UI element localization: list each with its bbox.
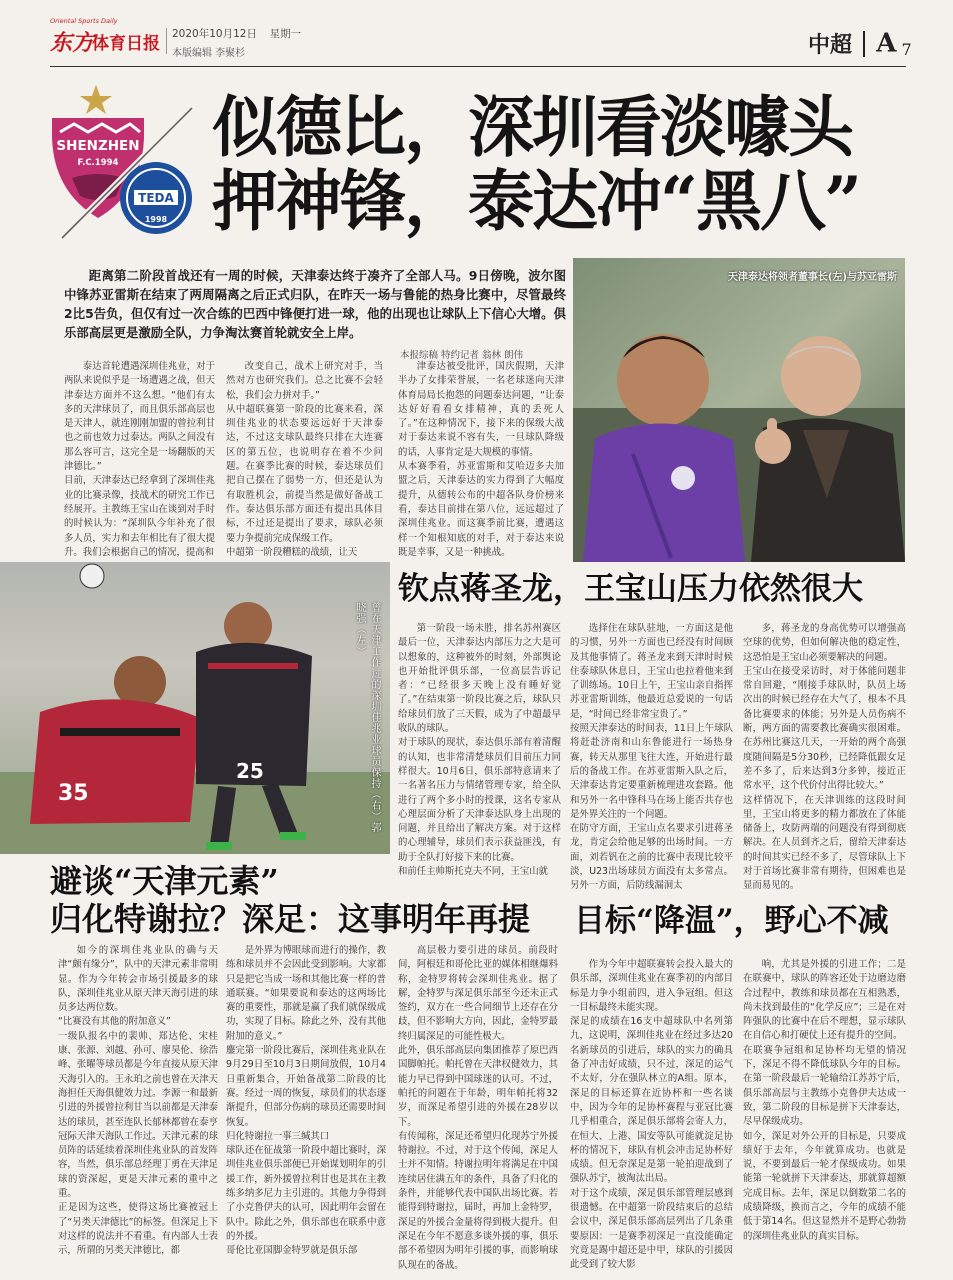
headline-line2: 押神锋，泰达冲“黑八” (212, 162, 860, 240)
sec3-title-line1: 避谈“天津元素” (50, 862, 279, 900)
photo-match-header (0, 562, 390, 854)
photo-top-caption: 天津泰达将领者董事长(左)与苏亚雷斯 (727, 272, 897, 283)
section-name: 中超 (808, 32, 853, 58)
sec3-column-2 (226, 944, 386, 1260)
sec1-col3-text: 津泰达被受批评，国庆假期，天津半办了女排荣誉展，一名老球迷向天津体育局局长抱怨的问题泰达问题，“让泰达好好看看女排精神，真的丢死人了。”在这种情况下，接下来的保级大战对于泰达来说不容有失，一旦球队降级的话，人事肯定是大规模的事情。 从本赛季看，苏亚雷斯和艾哈迈多夫加盟之后，天津泰达的实力得到了大幅度提升，从德转公布的中超各队身价榜来看，泰达目前排在第八位，远远超过了深圳佳兆业。而这赛季前比赛，遭遇这样一个知根知底的对手，对于泰达来说既是幸事，又是一种挑战。 (398, 361, 564, 558)
masthead-rule (50, 66, 906, 67)
svg-text:25: 25 (236, 759, 264, 783)
masthead-date-line (172, 26, 301, 41)
lead-byline: 本报综稿 特约记者 翁林 朗伟 (400, 350, 524, 361)
photo-match-caption: 曾在天津工作过的深圳佳兆业球员保持（右）郭晓强（左） (354, 602, 380, 833)
page-letter: A (876, 28, 897, 59)
photo-teda-graphic (573, 258, 905, 562)
logo-en: Oriental Sports Daily (50, 17, 118, 25)
sec1-column-3 (398, 360, 564, 558)
sec2-col1-text: 第一阶段一场未胜，排名苏州赛区最后一位，天津泰达内部压力之大是可以想象的，这种被外的时刻，外部舆论也开始批评俱乐部，一位高层告诉记者：“已经很多天晚上没有睡好觉了。”在结束第一阶段比赛之后，球队只给球员们放了三天假，成为了中超最早收队的球队。 对于球队的现状，泰达俱乐部有着清醒的认知，也非常清楚球员们目前压力同样很大。10月6日，俱乐部特意请来了一名著名压力与情绪管理专家，给全队进行了两个多小时的授课，这名专家从心理层面分析了天津泰达队身上出现的问题，并且给出了解决方案。对于这样的心理辅导，球员们表示获益匪浅，有助于全队打好接下来的比赛。 和前任主帅斯托克夫不同，王宝山就 (398, 623, 561, 878)
photo-teda-chairman-suarez (573, 258, 905, 562)
sec3-col2-text: 是外界为博眼球而进行的操作，教练和球员并不会因此受到影响。大家都只是把它当成一场和其他比赛一样的普通联赛。“如果要说和泰达的这两场比赛的重要性，那就是赢了我们就保级成功，实现了目标。除此之外，没有其他附加的意义。” 鏖完第一阶段比赛后，深圳佳兆业队在9月29日至10月3日期间放假，10月4日重新集合，开始备战第二阶段的比赛。经过一周的恢复，球员们的状态逐渐提升，但部分伤病的球员还需要时间恢复。 归化特谢拉一事三缄其口 球队还在征战第一阶段中超比赛时，深圳佳兆业俱乐部便已开始谋划明年的引援工作，新外援曾拉利甘也是其在主教练多纳多尼力主引进的。其他力争得到了小克鲁伊夫的认可，因此明年会留在队中。除此之外，俱乐部也在联系中意的外援。 哥伦比亚国脚金特罗就是俱乐部 (226, 945, 386, 1257)
page-number: 7 (901, 40, 912, 59)
masthead-date: 2020年10月12日 (172, 28, 257, 40)
sec1-col1-text: 泰达首轮遭遇深圳佳兆业，对于两队来说似乎是一场遭遇之战，但天津泰达方面并不这么想。“他们有太多的天津球员了，而且俱乐部高层也是天津人，就连刚刚加盟的曾拉利甘也之前也效力过泰达。两队之间没有那么容可言，这完全是一场翻版的天津德比。” 目前，天津泰达已经拿到了深圳佳兆业的比赛录像，技战术的研究工作已经展开。主教练王宝山在谈到对手时的时候认为：“深圳队今年补充了很多人员，实力和去年相比有了很大提升。我们会根据自己的情况，提高和 (64, 361, 215, 558)
club-crests-graphic (44, 80, 194, 245)
teda-crest-year: 1998 (144, 215, 168, 224)
masthead-divider (166, 28, 167, 54)
masthead-weekday: 星期一 (269, 28, 302, 40)
sec2-column-3 (743, 622, 906, 892)
sec4-col2-text: 响，尤其是外援的引进工作；二是在联赛中，球队的阵容还处于边磨边磨合过程中，教练和球员都在互相熟悉，尚未找到最佳的“化学反应”；三是在对阵强队的比赛中在后不理想，显示球队在自信心和打硬仗上还有提升的空间。 在联赛争冠组和足协杯均无望的情况下，深足不得不降低球队今年的目标。在第一阶段最后一轮输给江苏苏宁后，俱乐部高层与主教练小克鲁伊夫达成一致，第二阶段的目标是拼下天津泰达，尽早保级成功。 如今，深足对外公开的目标是，只要成绩好于去年，今年就算成功。也就是说，不要到最后一轮才保级成功。如果能第一轮就拼下天津泰达，那就算超额完成目标。去年，深足以倒数第二名的成绩降级，换而言之，今年的成绩不能低于第14名。但这显然并不是野心勃勃的深圳佳兆业队的真实目标。 (743, 959, 906, 1242)
sec1-col2-text: 改变自己，战术上研究对手，当然对方也研究我们。总之比赛不会轻松，我们会力拼对手。” 从中超联赛第一阶段的比赛来看，深圳佳兆业的状态要远远好于天津泰达，不过这支球队最终只排在大连赛区的第五位，也说明存在着不少问题。在赛季比赛的时候，泰达球员们把自己摆在了弱势一方，但还是认为有取胜机会，前提当然是做好备战工作。泰达俱乐部方面还有提出具体目标，不过还是提出了要求，球队必须要力争提前完成保级工作。 中超第一阶段糟糕的战绩，让天 (226, 361, 383, 558)
sec3-column-3 (398, 944, 558, 1271)
masthead-logo (50, 17, 162, 60)
section-label (808, 28, 912, 62)
sec1-column-2 (226, 360, 383, 558)
sec4-column-2 (743, 958, 906, 1260)
sec2-col2-text: 选择住在球队驻地，一方面这是他的习惯，另外一方面也已经没有时间顾及其他事情了。蒋圣龙来到天津时时候住泰球队休息日，王宝山也拉着他来到了训练场。10日上午，王宝山亲自指挥苏亚雷斯训练，他最近总爱说的一句话是，“时间已经非常宝贵了。” 按照天津泰达的时间表，11日上午球队将赶赴济南和山东鲁能进行一场热身赛，转天从那里飞往大连，开始进行最后的备战工作。在苏亚雷斯入队之后，天津泰达肯定要重新梳理进攻套路。他和另外一名中锋科马在场上能否共存也是外界关注的一个问题。 在防守方面，王宝山点名要求引进蒋圣龙，肯定会给他足够的出场时间。一方面，刘若钒在之前的比赛中表现比较平淡，U23出场球员方面没有太多常点。另外一方面，后防线漏洞太 (570, 623, 733, 892)
sec3-title-line2: 归化特谢拉？深足：这事明年再提 (50, 900, 531, 938)
svg-text:35: 35 (58, 781, 89, 806)
logo-name: 体育日报 (92, 34, 160, 54)
shenzhen-crest-text: SHENZHEN (56, 138, 140, 154)
sec3-column-1 (58, 944, 218, 1260)
headline (212, 90, 912, 238)
star-icon (80, 85, 112, 114)
logo-brand: 东方 (50, 30, 95, 56)
masthead-editor: 本版编辑 李聚杉 (172, 48, 246, 59)
sec3-col1-text: 如今的深圳佳兆业队的确与天津“颇有缘分”，队中的天津元素非常明显。作为今年转会市场引援最多的球队，深圳佳兆业从原天津天海引进的球员多达两位数。 “比赛没有其他的附加意义” 一级队报名中的裴帅、郑达伦、宋桂康、张源、刘越、孙可、廖昊伦、徐浩峰、张曜等球员都是今年直接从原天津天海引入的。王永珀之前也曾在天津天海担任天海俱健效力过。李源一和最新引进的外援曾拉利甘当以前都是天津泰达的球员，甚至连队长郁林都曾在泰亨冠际天津天海队工作过。天津元素的球员阵的话延续着深圳佳兆业队的首发阵容，当然，俱乐部总经理丁勇在天津足球的资深起，更是天津元素的重中之重。 正是因为这些，使得这场比赛被冠上了“另类天津德比”的标签。但深足上下对这样的说法并不看重。有内部人士表示，所谓的另类天津德比，都 (58, 945, 218, 1257)
headline-line1: 似德比，深圳看淡噱头 (212, 88, 852, 166)
teda-crest-text: TEDA (138, 191, 174, 205)
sec4-column-1 (570, 958, 733, 1271)
sec2-col3-text: 多，蒋圣龙的身高优势可以增强高空球的优势，但如何解决他的稳定性，这恐怕是王宝山必须要解决的问题。 王宝山在接受采访时，对于体能问题非常自回避，“刚接手球队时，队员上场次出的时候已经存在大气了，根本不具备比赛要求的体能；另外是人员伤病不断，两方面的需要教比赛确实很困难。在苏州比赛这几天，一开始的两个高强度随间隔是5分30秒，已经降低跟女足差不多了，后来达到3分多钟，接近正常水平，这个代价付出得比较大。” 这样情况下，在天津训练的这段时间里，王宝山将更多的精力都放在了体能储备上，攻防两端的问题没有得到彻底解决。在人员到齐之后，留给天津泰达的时间其实已经不多了，尽管球队上下对于首场比赛非常有期待，但困难也是显而易见的。 (743, 623, 906, 892)
sec1-column-1 (64, 360, 215, 558)
sec2-title: 钦点蒋圣龙，王宝山压力依然很大 (398, 571, 863, 607)
lead-paragraph: 距离第二阶段首战还有一周的时候，天津泰达终于凑齐了全部人马。9日傍晚，波尔图中锋苏亚雷斯在结束了两周隔离之后正式归队，在昨天一场与鲁能的热身比赛中，尽管最终2比5告负，但仅有过一次合练的巴西中锋便打进一球，他的出现也让球队上下信心大增。俱乐部高层更是激励全队，力争淘汰赛首轮就安全上岸。 (64, 268, 566, 340)
sec2-column-2 (570, 622, 733, 892)
sec3-title (50, 862, 570, 938)
sec4-title: 目标“降温”，野心不减 (574, 903, 889, 939)
photo-match-graphic (0, 562, 390, 854)
club-crests (44, 80, 194, 245)
shenzhen-crest-sub: F.C.1994 (77, 158, 119, 168)
sec3-col3-text: 高层极力要引进的球员。前段时间，阿根廷和哥伦比亚的媒体相继爆料称，金特罗将转会深圳佳兆业。据了解，金特罗与深足俱乐部至今还未正式签约，双方在一些合同细节上还存在分歧，但不影响大方向，因此，金特罗最终归属深足的可能性极大。 此外，俱乐部高层向集团推荐了原巴西国脚帕托。帕托曾在天津权健效力，其能力早已得到中国球迷的认可。不过，帕托的问题在于年龄，明年帕托将32岁，而深足希望引进的外援在28岁以下。 有传闻称，深足还希望归化现苏宁外援特谢拉。不过，对于这个传闻，深足人士并不知情。特谢拉明年将满足在中国连续居住满五年的条件，具备了归化的条件，并能够代表中国队出场比赛。若能得到特谢拉，届时，再加上金特罗，深足的外援合金量将得到极大提升。但深足在今年不愿意多谈外援的事，俱乐部不希望因为明年引援的事，而影响球队现在的备战。 (398, 945, 558, 1271)
sec2-column-1 (398, 622, 561, 878)
masthead (0, 0, 953, 72)
sec4-col1-text: 作为今年中超联赛转会投入最大的俱乐部，深圳佳兆业在赛季初的内部目标是力争小组前四，进入争冠组。但这一目标最终未能实现。 深足的成绩在16支中超球队中名列第九，这说明，深圳佳兆业在经过多达20名新球员的引进后，球队的实力的确具备了冲击好成绩，只不过，深足的运气不太好，分在强队林立的A组。原本，深足的目标还算在近协杯和一些名谈中，因为今年的足协杯赛程与亚冠比赛几乎相重合，深足俱乐部将会寄人力，在恒大、上港、国安等队可能就淀足协杯的情况下，球队有机会冲击足协杯好成绩。但无奈深足是第一轮拍迎战到了强队苏宁，被淘汰出局。 对于这个成绩，深足俱乐部管理层感到很遗憾。在中超第一阶段结束后的总结会议中，深足俱乐部高层列出了几条重要原因：一是赛季初深足一直没能确定究竟是踢中超还是中甲，球队的引援因此受到了较大影 (570, 959, 733, 1271)
